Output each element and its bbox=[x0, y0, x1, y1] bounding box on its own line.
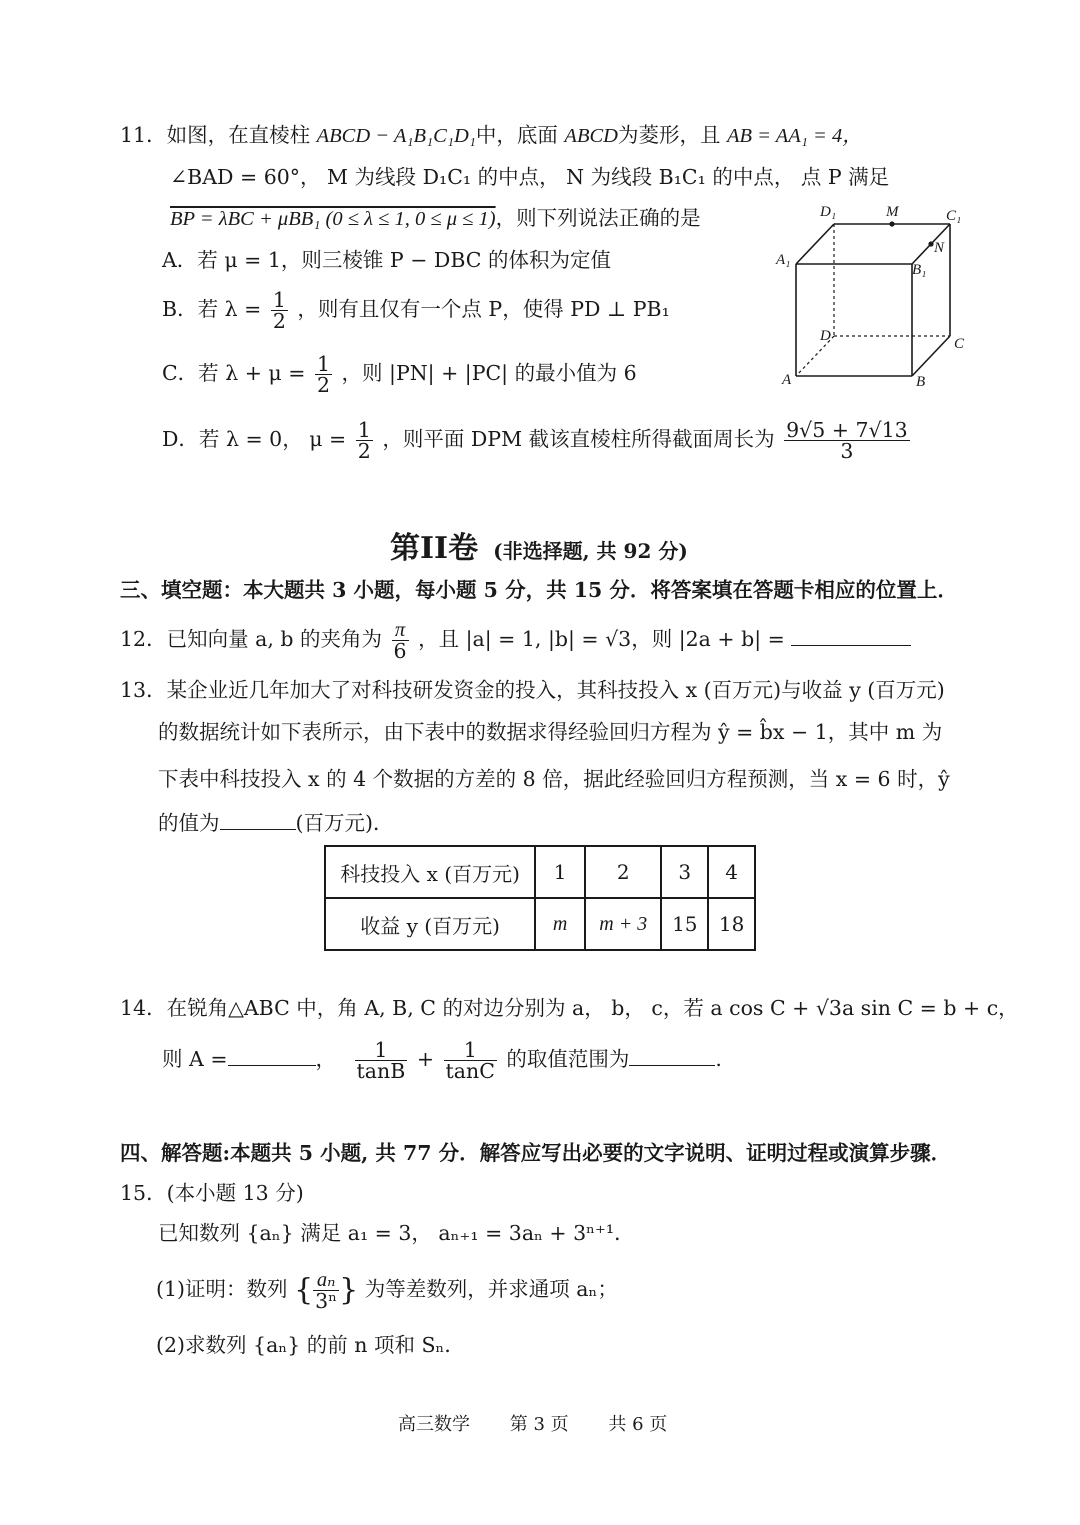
q15-header: 15．(本小题 13 分) bbox=[120, 1181, 304, 1205]
label-d: D bbox=[820, 328, 831, 344]
data-table bbox=[324, 845, 756, 951]
label-m: M bbox=[886, 204, 899, 220]
label-b: B bbox=[916, 374, 926, 390]
q11-line3: BP = λBC + μBB₁ (0 ≤ λ ≤ 1, 0 ≤ μ ≤ 1)，则下列说法正确的是 bbox=[170, 206, 701, 230]
q13-line4: 的值为 (百万元)． bbox=[158, 811, 394, 835]
label-n: N bbox=[934, 240, 945, 256]
q11-line1: 11．如图，在直棱柱 ABCD − A₁B₁C₁D₁中，底面 ABCD为菱形，且 AB = AA₁ = 4， bbox=[120, 123, 863, 147]
answer-blank bbox=[220, 809, 296, 830]
fraction: $\frac{\pi}{6}$ bbox=[393, 619, 407, 663]
section3-heading: 三、填空题：本大题共 3 小题，每小题 5 分，共 15 分．将答案填在答题卡相应的位置上． bbox=[120, 578, 958, 602]
label-a: A bbox=[782, 372, 792, 388]
section4-heading: 四、解答题:本题共 5 小题, 共 77 分．解答应写出必要的文字说明、证明过程或演算步骤． bbox=[120, 1141, 952, 1165]
fraction: $\frac{1}{\tan C}$ bbox=[445, 1038, 495, 1083]
table-row: 收益 y (百万元) m m + 3 15 18 bbox=[325, 898, 755, 950]
table-row: 科技投入 x (百万元) 1 2 3 4 bbox=[325, 846, 755, 898]
label-c: C bbox=[954, 336, 965, 352]
q12: 12．已知向量 a, b 的夹角为 $\frac{\pi}{6}$ ，且 |a| = 1, |b| = √3，则 |2a + b| = bbox=[120, 620, 911, 661]
q11-option-c: C．若 λ + μ = $\frac{1}{2}$ ，则 |PN| + |PC| 的最小值为 6 bbox=[162, 352, 637, 397]
q14-line2: 则 A = ， $\frac{1}{\tan B}$ + $\frac{1}{\tan C}$ 的取值范围为 . bbox=[162, 1038, 722, 1083]
fraction-perimeter: $\frac{9√5 + 7√13}{3}$ bbox=[786, 418, 908, 463]
label-b1: B₁ bbox=[912, 262, 927, 278]
fraction: $\frac{1}{2}$ bbox=[272, 288, 286, 333]
q11-option-b: B．若 λ = $\frac{1}{2}$ ，则有且仅有一个点 P，使得 PD ⊥ PB₁ bbox=[162, 288, 670, 333]
prism-figure bbox=[770, 200, 980, 400]
q13-line3: 下表中科技投入 x 的 4 个数据的方差的 8 倍，据此经验回归方程预测，当 x = 6 时，ŷ bbox=[158, 767, 950, 791]
q13-line2: 的数据统计如下表所示，由下表中的数据求得经验回归方程为 ŷ = b̂x − 1，其中 m 为 bbox=[158, 720, 943, 744]
q13-line1: 13．某企业近几年加大了对科技研发资金的投入，其科技投入 x (百万元)与收益 y (百万元) bbox=[120, 678, 945, 702]
q11-number: 11． bbox=[120, 123, 167, 147]
answer-blank bbox=[791, 625, 911, 646]
q15-given: 已知数列 {aₙ} 满足 a₁ = 3， aₙ₊₁ = 3aₙ + 3ⁿ⁺¹． bbox=[158, 1221, 635, 1245]
fraction: $\frac{1}{2}$ bbox=[357, 418, 371, 463]
q15-part1: (1)证明：数列 { $\frac{\text{aₙ}}{\text{3ⁿ}}$ } 为等差数列，并求通项 aₙ； bbox=[156, 1269, 618, 1313]
q11-option-d: D．若 λ = 0， μ = $\frac{1}{2}$ ，则平面 DPM 截该直棱柱所得截面周长为 $\frac{9√5 + 7√13}{3}$ bbox=[162, 418, 908, 463]
answer-blank bbox=[228, 1045, 316, 1066]
fraction: $\frac{\text{aₙ}}{\text{3ⁿ}}$ bbox=[315, 1269, 338, 1313]
label-d1: D₁ bbox=[820, 204, 837, 220]
fraction: $\frac{1}{2}$ bbox=[316, 352, 330, 397]
q11-option-a: A．若 μ = 1，则三棱锥 P − DBC 的体积为定值 bbox=[162, 248, 611, 272]
q11-line2: ∠BAD = 60°， M 为线段 D₁C₁ 的中点， N 为线段 B₁C₁ 的中点， 点 P 满足 bbox=[170, 165, 890, 189]
page-footer: 高三数学 第 3 页 共 6 页 bbox=[398, 1414, 668, 1435]
answer-blank bbox=[629, 1045, 715, 1066]
label-c1: C₁ bbox=[946, 208, 962, 224]
q14-line1: 14．在锐角△ABC 中，角 A, B, C 的对边分别为 a， b， c，若 a cos C + √3a sin C = b + c， bbox=[120, 996, 1019, 1020]
q15-part2: (2)求数列 {aₙ} 的前 n 项和 Sₙ． bbox=[156, 1333, 465, 1357]
label-a1: A₁ bbox=[776, 252, 791, 268]
part2-heading: 第II卷 (非选择题, 共 92 分) bbox=[390, 531, 688, 566]
fraction: $\frac{1}{\tan B}$ bbox=[356, 1038, 406, 1083]
